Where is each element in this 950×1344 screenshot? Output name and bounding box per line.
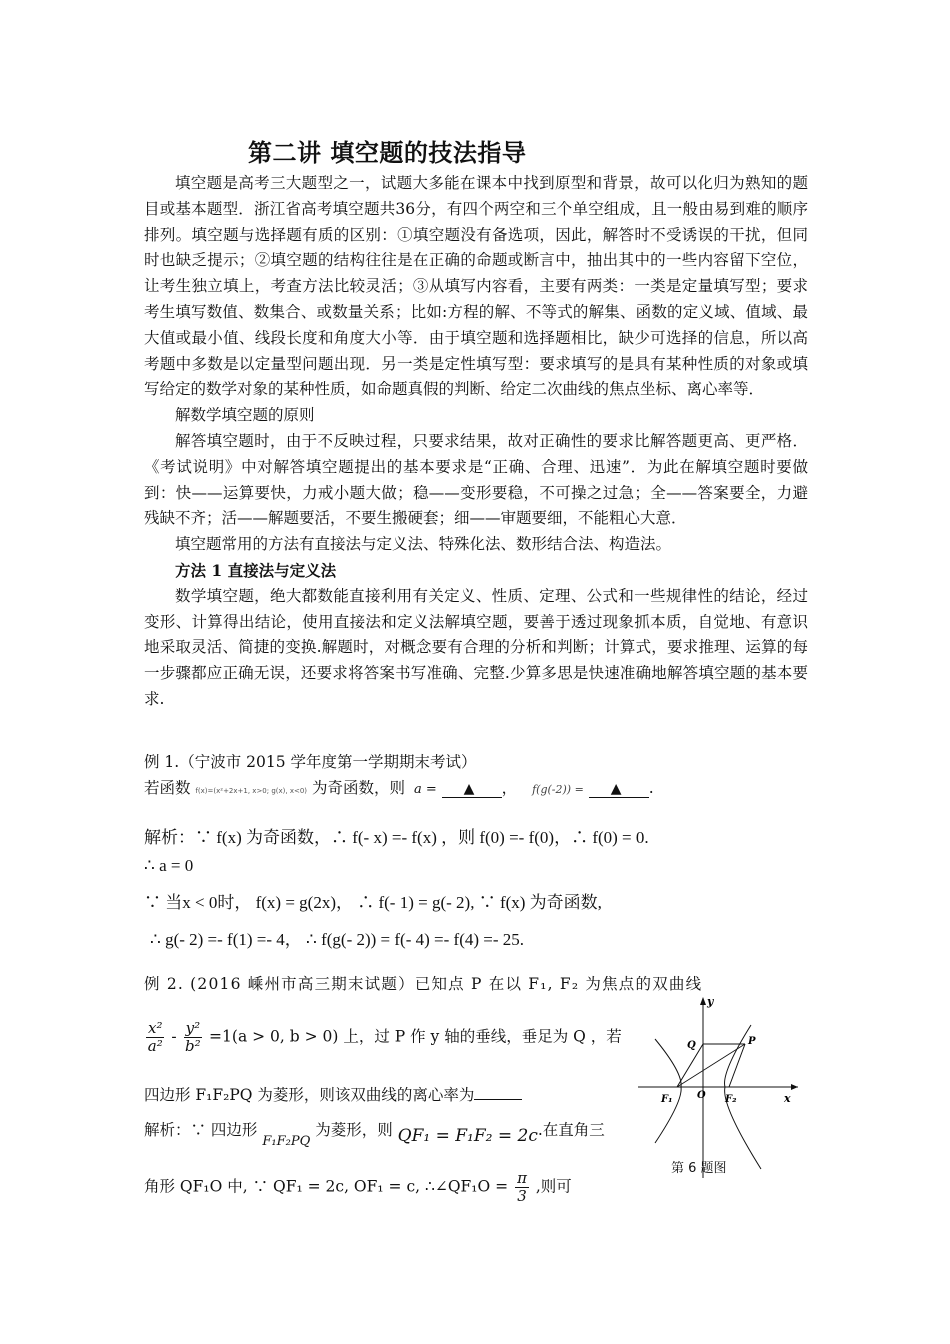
example1-prompt-b: 为奇函数，则 — [311, 779, 405, 797]
minus-sign: - — [171, 1027, 177, 1046]
example1-label: 例 1.（宁波市 2015 学年度第一学期期末考试） — [144, 753, 477, 771]
triangle-icon: ▲ — [463, 781, 475, 797]
equation-suffix: =1(a > 0, b > 0) 上，过 P 作 y 轴的垂线，垂足为 Q ，若 — [209, 1027, 622, 1046]
hyperbola-figure — [633, 993, 803, 1183]
example1-solution-line1: 解析：∵ f(x) 为奇函数，∴ f(- x) =- f(x) ，则 f(0) =- f(0)，∴ f(0) = 0. — [144, 828, 649, 847]
example2-equation-line — [144, 1020, 622, 1055]
frac-x-num: x² — [148, 1019, 163, 1037]
frac-three: 3 — [517, 1187, 527, 1205]
fg-label: f(g(-2)) = — [532, 783, 584, 796]
principle-text: 解答填空题时，由于不反映过程，只要求结果，故对正确性的要求比解答题更高、更严格．《考试说明》中对解答填空题提出的基本要求是“正确、合理、迅速”．为此在解填空题时要做到：快——运算要快，力戒小题大做；稳——变形要稳，不可操之过急；全——答案要全，力避残缺不齐；活——解题要活，不要生搬硬套；细——审题要细，不能粗心大意． — [144, 431, 808, 528]
page-title: 第二讲 填空题的技法指导 — [248, 139, 527, 167]
method1-heading: 方法 1 直接法与定义法 — [175, 560, 337, 580]
method1-text: 数学填空题，绝大都数能直接利用有关定义、性质、定理、公式和一些规律性的结论，经过变形、计算得出结论，使用直接法和定义法解填空题，要善于透过现象抓本质，自觉地、有意识地采取灵活、简捷的变换.解题时，对概念要有合理的分析和判断；计算式，要求推理、运算的每一步骤都应正确无误，还要求将答案书写准确、完整.少算多思是快速准确地解答填空题的基本要求. — [144, 586, 808, 708]
triangle-icon: ▲ — [610, 781, 622, 797]
sol-l1-b: F₁F₂PQ — [262, 1134, 311, 1149]
tiny-function-definition: f(x)=(x²+2x+1, x>0; g(x), x<0) — [195, 787, 308, 795]
sol-l2-d: ,则可 — [535, 1177, 572, 1196]
label-x: x — [784, 1092, 791, 1105]
answer-blank-a — [442, 783, 502, 798]
fraction-x — [146, 1020, 164, 1055]
sol-l2-a: 角形 QF₁O 中, ∵ QF₁ = 2c, OF₁ = c, ∴∠QF₁O = — [144, 1177, 509, 1196]
fraction-y — [184, 1020, 203, 1055]
intro-text: 填空题是高考三大题型之一，试题大多能在课本中找到原型和背景，故可以化归为熟知的题目或基本题型．浙江省高考填空题共36分，有四个两空和三个单空组成，且一般由易到难的顺序排列。填空题与选择题有质的区别：①填空题没有备选项，因此，解答时不受诱误的干扰，但同时也缺乏提示；②填空题的结构往往是在正确的命题或断言中，抽出其中的一些内容留下空位，让考生独立填上，考查方法比较灵活；③从填写内容看，主要有两类：一类是定量填写型；要求考生填写数值、数集合、或数量关系；比如:方程的解、不等式的解集、函数的定义域、值域、最大值或最小值、线段长度和角度大小等．由于填空题和选择题相比，缺少可选择的信息，所以高考题中多数是以定量型问题出现．另一类是定性填写型：要求填写的是具有某种性质的对象或填写给定的数学对象的某种性质，如命题真假的判断、给定二次曲线的焦点坐标、离心率等． — [144, 174, 808, 399]
label-F2: F₂ — [725, 1094, 737, 1105]
example1-prompt: 若函数 f(x)=(x²+2x+1, x>0; g(x), x<0) 为奇函数，则 a = ▲ ， f(g(-2)) = ▲ . — [144, 779, 654, 797]
frac-x-den: a² — [147, 1037, 163, 1055]
x-axis-arrow-icon — [791, 1084, 798, 1090]
sol-l1-c: 为菱形，则 — [315, 1121, 393, 1139]
frac-pi: π — [517, 1169, 527, 1187]
a-label: a = — [413, 782, 437, 797]
example2-label: 例 2. (2016 嵊州市高三期末试题）已知点 P 在以 F₁, F₂ 为焦点的双曲线 — [144, 975, 703, 993]
segment-PF2 — [729, 1044, 745, 1087]
example1-solution-line3: ∵ 当x < 0时， f(x) = g(2x)， ∴ f(- 1) = g(- 2), ∵ f(x) 为奇函数, — [144, 893, 602, 912]
label-P: P — [748, 1036, 756, 1047]
sol-l1-a: 解析：∵ 四边形 — [144, 1121, 258, 1139]
y-axis-arrow-icon — [700, 997, 706, 1005]
example2-question — [144, 1083, 522, 1105]
intro-paragraph — [144, 171, 808, 713]
principle-heading: 解数学填空题的原则 — [175, 406, 315, 425]
example1-solution-line2: ∴ a = 0 — [144, 856, 194, 875]
figure-caption: 第 6 题图 — [671, 1161, 727, 1176]
example1-prompt-a: 若函数 — [144, 779, 191, 797]
label-F1: F₁ — [661, 1094, 673, 1105]
example2-solution-line2 — [144, 1170, 572, 1205]
answer-blank-eccentricity — [474, 1085, 522, 1100]
example2-solution-line1 — [144, 1118, 605, 1149]
label-O: O — [697, 1090, 706, 1101]
example2-question-text: 四边形 F₁F₂PQ 为菱形，则该双曲线的离心率为 — [144, 1086, 475, 1104]
sol-l1-e: .在直角三 — [537, 1121, 605, 1139]
hyperbola-left-branch — [655, 1039, 681, 1143]
sol-l1-d: QF₁ = F₁F₂ = 2c — [397, 1126, 538, 1146]
label-y: y — [707, 995, 714, 1008]
label-Q: Q — [687, 1040, 696, 1051]
frac-y-den: b² — [185, 1037, 201, 1055]
answer-blank-fg — [589, 783, 649, 798]
fraction-pi-over-3 — [515, 1170, 529, 1205]
example1-solution-line4: ∴ g(- 2) =- f(1) =- 4， ∴ f(g(- 2)) = f(- 4) =- f(4) =- 25. — [150, 930, 525, 949]
frac-y-num: y² — [185, 1019, 201, 1037]
methods-intro: 填空题常用的方法有直接法与定义法、特殊化法、数形结合法、构造法。 — [175, 535, 672, 554]
